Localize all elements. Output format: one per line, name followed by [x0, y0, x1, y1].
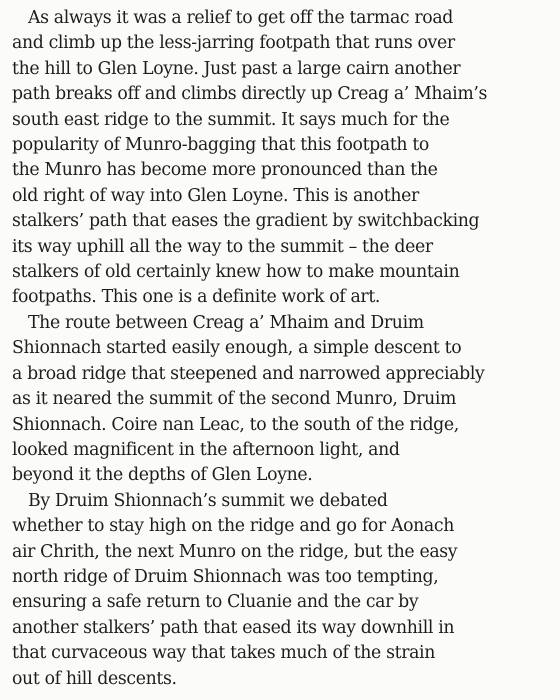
text-line: out of hill descents.	[12, 668, 177, 689]
text-line: By Druim Shionnach’s summit we debated	[28, 490, 388, 511]
text-line: As always it was a relief to get off the tarmac road	[28, 8, 454, 28]
text-line: stalkers’ path that eases the gradient by switchbacking	[12, 211, 480, 232]
text-line: old right of way into Glen Loyne. This is another	[12, 185, 419, 206]
text-line: a broad ridge that steepened and narrowed appreciably	[12, 363, 485, 384]
text-line: The route between Creag a’ Mhaim and Druim	[28, 312, 424, 333]
text-line: its way uphill all the way to the summit – the deer	[12, 236, 433, 257]
text-line: the hill to Glen Loyne. Just past a large cairn another	[12, 58, 461, 79]
text-line: looked magnificent in the afternoon light, and	[12, 439, 400, 460]
paragraph-1	[12, 6, 550, 311]
text-line: south east ridge to the summit. It says much for the	[12, 109, 450, 130]
text-line: another stalkers’ path that eased its way downhill in	[12, 617, 455, 638]
text-line: that curvaceous way that takes much of the strain	[12, 643, 436, 664]
text-line: north ridge of Druim Shionnach was too tempting,	[12, 566, 439, 587]
text-line: the Munro has become more pronounced than the	[12, 160, 438, 181]
text-line: path breaks off and climbs directly up Creag a’ Mhaim’s	[12, 84, 488, 105]
text-line: Shionnach started easily enough, a simple descent to	[12, 338, 462, 359]
text-line: stalkers of old certainly knew how to make mountain	[12, 262, 460, 283]
text-line: whether to stay high on the ridge and go for Aonach	[12, 516, 454, 537]
text-line: beyond it the depths of Glen Loyne.	[12, 465, 313, 486]
text-line: Shionnach. Coire nan Leac, to the south of the ridge,	[12, 414, 459, 435]
text-line: popularity of Munro-bagging that this footpath to	[12, 135, 429, 156]
text-line: and climb up the less-jarring footpath that runs over	[12, 33, 455, 54]
paragraph-2	[12, 311, 550, 489]
text-line: footpaths. This one is a definite work of art.	[12, 287, 381, 308]
text-line: ensuring a safe return to Cluanie and the car by	[12, 592, 419, 613]
text-line: as it neared the summit of the second Munro, Druim	[12, 389, 457, 410]
paragraph-3	[12, 489, 550, 692]
text-line: air Chrith, the next Munro on the ridge, but the easy	[12, 541, 458, 562]
